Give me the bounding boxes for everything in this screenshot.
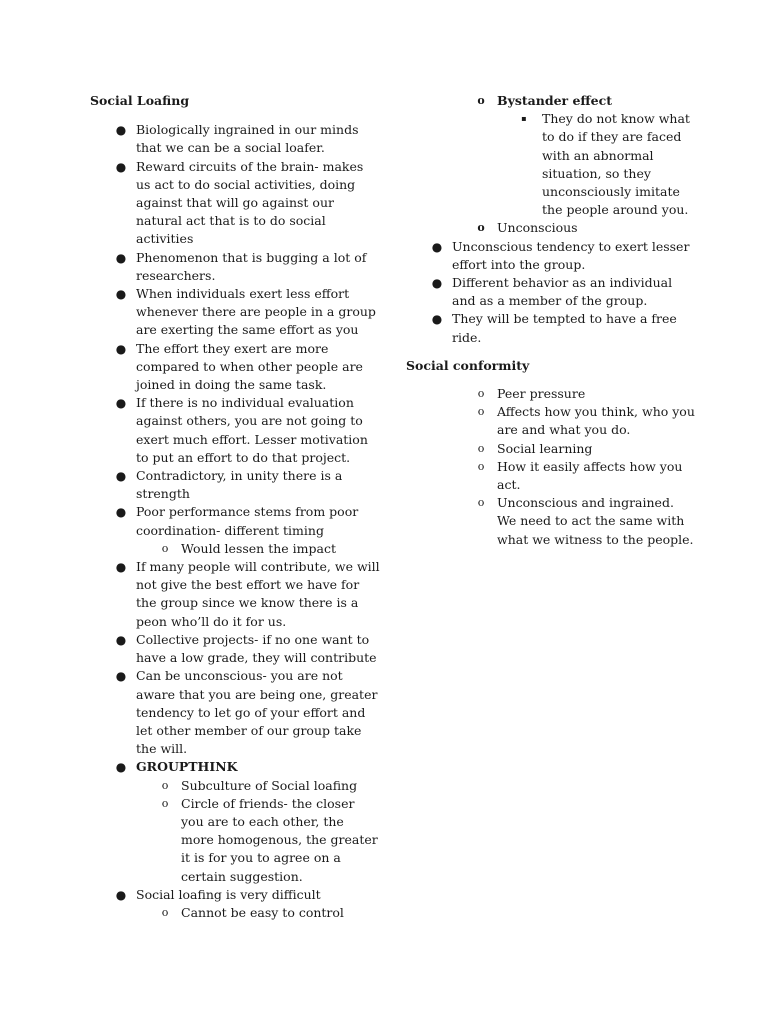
- bullet-icon: ●: [115, 760, 127, 775]
- sub-list-item: [136, 904, 380, 922]
- ring-bullet-icon: o: [477, 387, 485, 401]
- ring-bullet-icon: o: [161, 905, 169, 919]
- sub-list-item-text: Would lessen the impact: [181, 540, 336, 556]
- list-item-text: If many people will contribute, we will not give the best effort we have for the group since we know there is a peon who’ll do it for us.: [136, 559, 380, 629]
- sub-list-item: [136, 777, 380, 795]
- ring-bullet-icon: o: [477, 94, 485, 107]
- sub-list-item-text: Unconscious and ingrained. We need to act the same with what we witness to the people.: [497, 495, 694, 547]
- bullet-icon: ●: [115, 469, 127, 484]
- ring-bullet-icon: o: [477, 496, 485, 510]
- list-item: [90, 631, 380, 667]
- list-item-text-groupthink: GROUPTHINK: [136, 759, 238, 775]
- right-column: [406, 92, 696, 549]
- bullet-icon: ●: [115, 505, 127, 520]
- sub-list-item: [406, 458, 696, 494]
- list-item: [90, 558, 380, 631]
- list-item: [90, 285, 380, 340]
- sub-list-item: [136, 540, 380, 558]
- sub-list: [136, 904, 380, 922]
- sub-list-item-bystander: [406, 92, 696, 219]
- list-item-text: Reward circuits of the brain- makes us act to do social activities, doing against that will go against our natural act that is to do social activities: [136, 158, 364, 247]
- bullet-icon: ●: [115, 887, 127, 902]
- ring-bullet-icon: o: [477, 221, 485, 235]
- sub-list-item-text: How it easily affects how you act.: [497, 458, 683, 493]
- list-item-text: Contradictory, in unity there is a strength: [136, 468, 343, 502]
- list-item: [90, 394, 380, 467]
- sub-list-item: [406, 385, 696, 403]
- list-item-text: The effort they exert are more compared to when other people are joined in doing the same task.: [136, 340, 363, 393]
- ring-bullet-icon: o: [161, 541, 169, 555]
- list-item-text: Different behavior as an individual and as a member of the group.: [452, 275, 673, 309]
- list-item-text: If there is no individual evaluation against others, you are not going to exert much effort. Lesser motivation to put an effort to do that project.: [136, 395, 368, 465]
- sub-list-item-text: Unconscious: [497, 220, 578, 236]
- list-item-text: Can be unconscious- you are not aware that you are being one, greater tendency to let go of your effort and let other member of our group take the will.: [136, 668, 378, 757]
- sub-list: [136, 540, 380, 558]
- sub-list-item-text: Cannot be easy to control: [181, 904, 344, 920]
- bullet-icon: ●: [115, 159, 127, 174]
- sub-list-item: [406, 403, 696, 439]
- list-item-text: They will be tempted to have a free ride.: [452, 311, 677, 345]
- ring-bullet-icon: o: [477, 405, 485, 419]
- bullet-icon: ●: [115, 287, 127, 302]
- social-loafing-continued-list: [406, 238, 696, 347]
- list-item: [90, 467, 380, 503]
- list-item-text: When individuals exert less effort whenever there are people in a group are exerting the same effort as you: [136, 286, 376, 338]
- bullet-icon: ●: [431, 239, 443, 254]
- list-item: [90, 667, 380, 758]
- sub-list-item: [136, 795, 380, 886]
- social-conformity-list: [406, 385, 696, 549]
- left-column: [90, 92, 380, 922]
- ring-bullet-icon: o: [477, 441, 485, 455]
- sub-list-item-text: Circle of friends- the closer you are to each other, the more homogenous, the greater it is for you to agree on a certain suggestion.: [181, 795, 378, 884]
- list-item-text: Collective projects- if no one want to have a low grade, they will contribute: [136, 631, 377, 666]
- list-item-text: Biologically ingrained in our minds that we can be a social loafer.: [136, 122, 359, 156]
- bullet-icon: ●: [431, 276, 443, 291]
- list-item: [90, 121, 380, 157]
- bullet-icon: ●: [115, 250, 127, 265]
- bullet-icon: ●: [431, 312, 443, 327]
- sub-list-item-unconscious: [406, 219, 696, 237]
- list-item: [90, 249, 380, 285]
- bullet-icon: ●: [115, 396, 127, 411]
- sub-list-item-text: Subculture of Social loafing: [181, 777, 358, 793]
- bystander-effect-label: Bystander effect: [497, 93, 613, 108]
- list-item-text: Social loafing is very difficult: [136, 886, 321, 902]
- ring-bullet-icon: o: [161, 778, 169, 792]
- list-item: [90, 340, 380, 395]
- list-item-text: Phenomenon that is bugging a lot of researchers.: [136, 249, 367, 283]
- list-item: [406, 274, 696, 310]
- sub-list: [136, 777, 380, 886]
- list-item: [406, 310, 696, 346]
- bullet-icon: ●: [115, 669, 127, 684]
- sub-sub-list-item: [497, 110, 696, 219]
- sub-list-item-text: Social learning: [497, 440, 593, 456]
- section-heading-social-loafing: Social Loafing: [90, 93, 190, 108]
- list-item: [90, 886, 380, 922]
- section-heading-social-conformity: Social conformity: [406, 357, 530, 373]
- ring-bullet-icon: o: [477, 459, 485, 473]
- list-item: [406, 238, 696, 274]
- sub-list-item: [406, 440, 696, 458]
- list-item-text: Unconscious tendency to exert lesser effort into the group.: [452, 238, 690, 272]
- sub-sub-list-item-text: They do not know what to do if they are faced with an abnormal situation, so they unconsciously imitate the people around you.: [542, 111, 690, 218]
- list-item: [90, 503, 380, 558]
- ring-bullet-icon: o: [161, 796, 169, 810]
- social-loafing-list: [90, 121, 380, 922]
- list-item-text: Poor performance stems from poor coordination- different timing: [136, 504, 359, 538]
- square-bullet-icon: ▪: [521, 114, 527, 124]
- sub-list-item: [406, 494, 696, 549]
- sub-list-item-text: Affects how you think, who you are and what you do.: [497, 404, 695, 438]
- list-item: [90, 158, 380, 249]
- bullet-icon: ●: [115, 341, 127, 356]
- bullet-icon: ●: [115, 560, 127, 575]
- sub-sub-list: [497, 110, 696, 219]
- bullet-icon: ●: [115, 632, 127, 647]
- sub-list-item-text: Peer pressure: [497, 386, 586, 402]
- bystander-list: [406, 92, 696, 238]
- bullet-icon: ●: [115, 123, 127, 138]
- list-item: [90, 758, 380, 885]
